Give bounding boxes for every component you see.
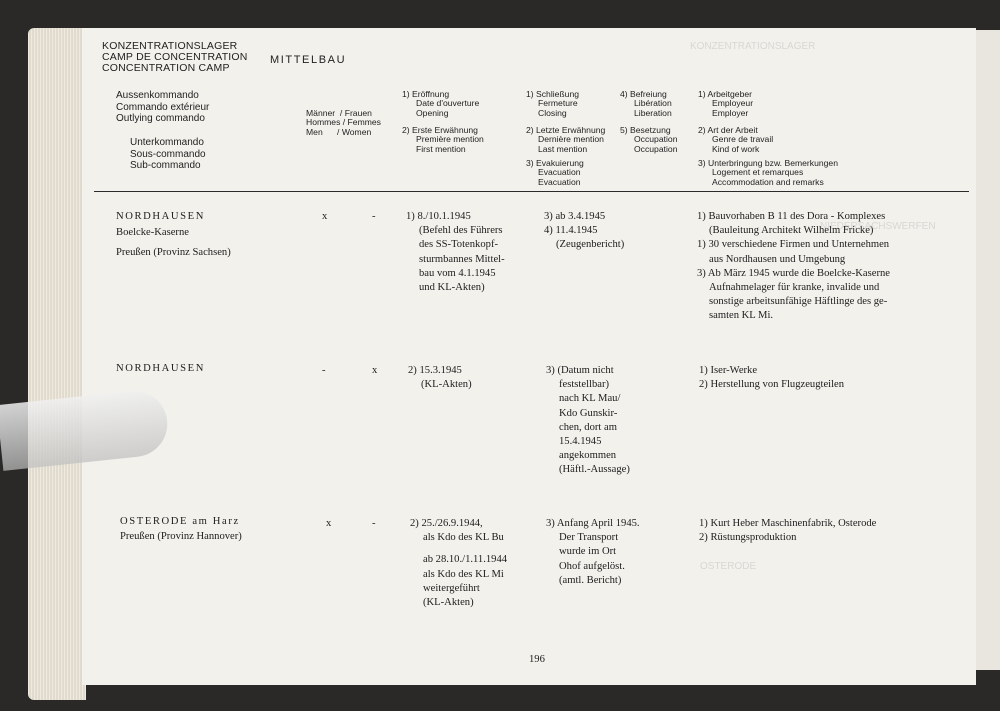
showthrough-text: KONZENTRATIONSLAGER bbox=[690, 41, 816, 52]
opening-header: 1) Eröffnung Date d'ouverture Opening bbox=[402, 89, 480, 118]
occupation-header: 5) Besetzung Occupation Occupation bbox=[620, 125, 678, 154]
entry-3-name: OSTERODE am Harz bbox=[120, 516, 240, 527]
entry-2-men: - bbox=[322, 365, 326, 376]
closing-header: 1) Schließung Fermeture Closing bbox=[526, 89, 580, 118]
entry-2-remarks: 1) Iser-Werke 2) Herstellung von Flugzeugteilen bbox=[699, 365, 845, 391]
entry-3-closing: 3) Anfang April 1945. Der Transport wurde im Ort Ohof aufgelöst. (amtl. Bericht) bbox=[546, 518, 640, 586]
entry-3-remarks: 1) Kurt Heber Maschinenfabrik, Osterode 2) Rüstungsproduktion bbox=[699, 518, 877, 544]
camp-name: MITTELBAU bbox=[270, 54, 347, 66]
entry-1-men: x bbox=[322, 211, 328, 222]
evacuation-header: 3) Evakuierung Evacuation Evacuation bbox=[526, 158, 584, 187]
entry-3-women: - bbox=[372, 518, 376, 529]
employer-header: 1) Arbeitgeber Employeur Employer bbox=[698, 89, 754, 118]
entry-3-men: x bbox=[326, 518, 332, 529]
entry-2-name: NORDHAUSEN bbox=[116, 363, 205, 374]
work-header: 2) Art der Arbeit Genre de travail Kind of work bbox=[698, 125, 774, 154]
entry-3-opening: 2) 25./26.9.1944, als Kdo des KL Bu ab 28.10./1.11.1944 als Kdo des KL Mi weitergeführt (KL-Akten) bbox=[410, 518, 508, 609]
last-mention-header: 2) Letzte Erwähnung Dernière mention Last mention bbox=[526, 125, 606, 154]
page-number: 196 bbox=[529, 654, 545, 665]
showthrough-text: OSTERODE bbox=[700, 561, 757, 572]
entry-1-closing: 3) ab 3.4.1945 4) 11.4.1945 (Zeugenbericht) bbox=[544, 211, 625, 251]
entry-2-closing: 3) (Datum nicht feststellbar) nach KL Mau/ Kdo Gunskir- chen, dort am 15.4.1945 angekommen (Häftl.-Aussage) bbox=[546, 365, 630, 476]
entry-2-women: x bbox=[372, 365, 378, 376]
gender-header: Männer / Frauen Hommes / Femmes Men / Women bbox=[306, 107, 381, 137]
entry-1-detail: Boelcke-Kaserne bbox=[116, 227, 189, 238]
entry-1-remarks: 1) Bauvorhaben B 11 des Dora - Komplexes (Bauleitung Architekt Wilhelm Fricke) 1) 30 verschiedene Firmen und Unternehmen aus Nordhausen und Umgebung 3) Ab März 1945 wurde die Boelcke-Kaserne Aufnahmelager für kranke, invalide und sonstige arbeitsunfähige Häftlinge des ge- samten KL Mi. bbox=[697, 211, 890, 322]
entry-2-opening: 2) 15.3.1945 (KL-Akten) bbox=[408, 365, 472, 391]
entry-3-region: Preußen (Provinz Hannover) bbox=[120, 531, 242, 542]
entry-1-region: Preußen (Provinz Sachsen) bbox=[116, 247, 231, 258]
entry-1-opening: 1) 8./10.1.1945 (Befehl des Führers des SS-Totenkopf- sturmbannes Mittel- bau vom 4.1.1945 und KL-Akten) bbox=[406, 211, 505, 294]
entry-1-women: - bbox=[372, 211, 376, 222]
sub-label: Unterkommando Sous-commando Sub-commando bbox=[130, 137, 206, 171]
entry-1-name: NORDHAUSEN bbox=[116, 211, 205, 222]
liberation-header: 4) Befreiung Libération Liberation bbox=[620, 89, 672, 118]
showthrough-text: NIEDERSACHSWERFEN bbox=[820, 221, 936, 232]
header-rule bbox=[94, 191, 969, 192]
camp-heading: KONZENTRATIONSLAGER CAMP DE CONCENTRATION CONCENTRATION CAMP bbox=[102, 40, 248, 74]
page-stack bbox=[28, 28, 86, 700]
remarks-header: 3) Unterbringung bzw. Bemerkungen Logement et remarques Accommodation and remarks bbox=[698, 158, 838, 187]
first-mention-header: 2) Erste Erwähnung Première mention First mention bbox=[402, 125, 484, 154]
right-page-edge bbox=[976, 30, 1000, 670]
outlying-label: Aussenkommando Commando extérieur Outlying commando bbox=[116, 90, 210, 124]
